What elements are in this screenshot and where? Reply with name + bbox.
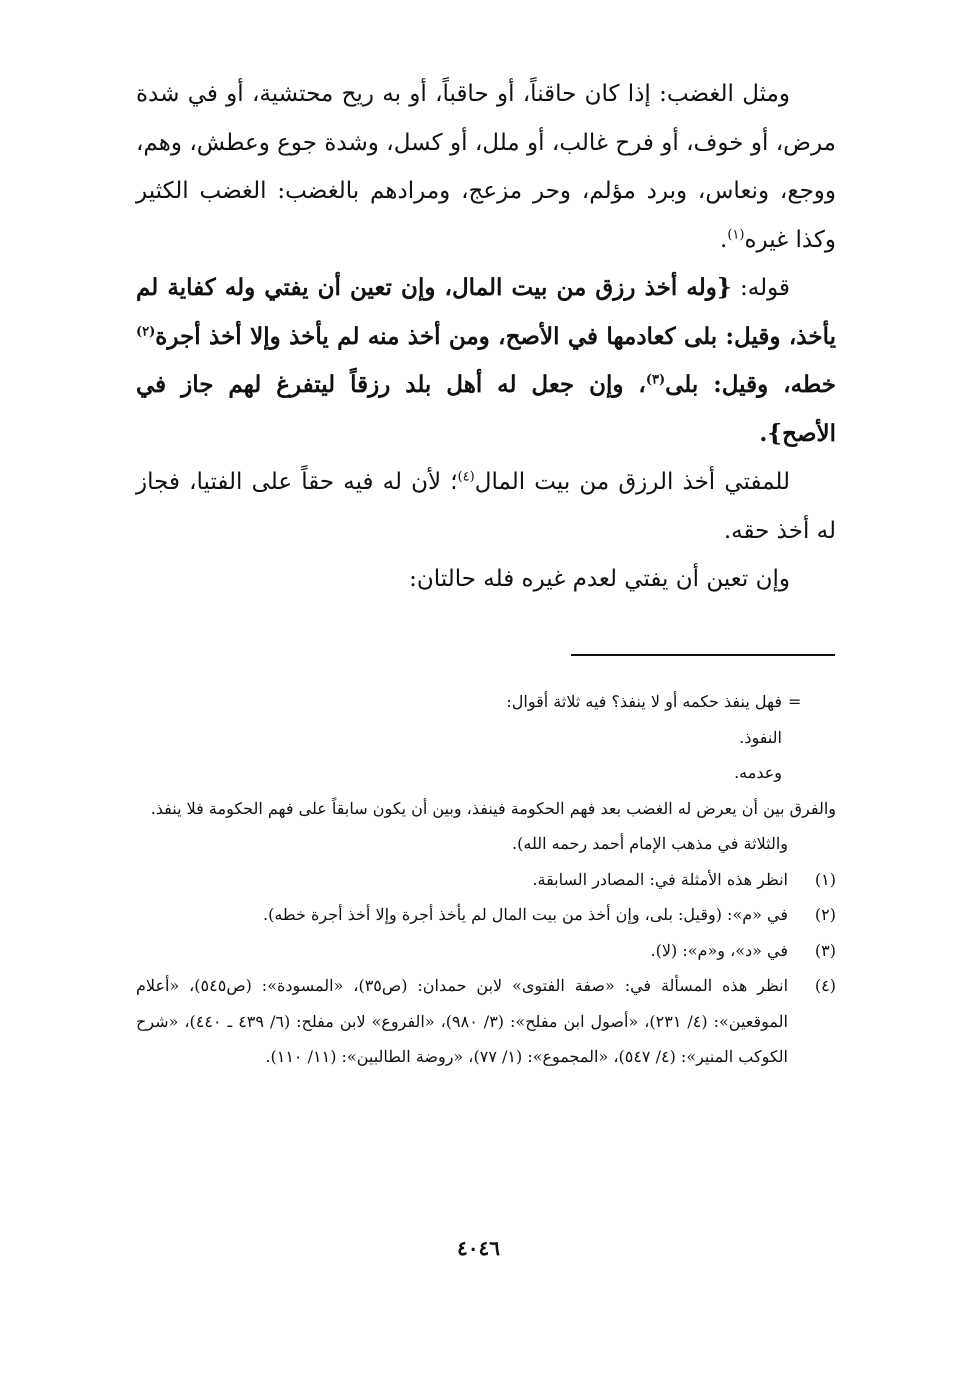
footnote-continuation bbox=[136, 684, 836, 791]
continuation-line: فهل ينفذ حكمه أو لا ينفذ؟ فيه ثلاثة أقوال: bbox=[506, 692, 782, 711]
footnote-item bbox=[136, 862, 836, 898]
footnote-item bbox=[136, 897, 836, 933]
footnote-ref-3: (٣) bbox=[645, 372, 666, 388]
footnote-text: في «م»: (وقيل: بلى، وإن أخذ من بيت المال لم يأخذ أجرة وإلا أخذ أجرة خطه). bbox=[262, 905, 788, 924]
paragraph-matn-quote: قوله: {وله أخذ رزق من بيت المال، وإن تعين أن يفتي وله كفاية لم يأخذ، وقيل: بلى كعادمها في الأصح، ومن أخذ منه لم يأخذ وإلا أخذ أجرة$^{(٢)}$ خطه، وقيل: بلى$^{(٣)}$، وإن جعل له أهل بلد رزقاً ليتفرغ لهم جاز في الأصح}. bbox=[136, 274, 836, 447]
footnote-number: (٢) bbox=[814, 905, 836, 924]
paragraph-mufti-rizq: للمفتي أخذ الرزق من بيت المال$^{(٤)}$؛ لأن له فيه حقاً على الفتيا، فجاز له أخذ حقه. bbox=[136, 469, 836, 544]
footnote-ref-4: (٤) bbox=[457, 469, 475, 485]
continuation-line: وعدمه. bbox=[734, 763, 782, 782]
paragraph-two-cases: وإن تعين أن يفتي لعدم غيره فله حالتان: bbox=[409, 566, 790, 592]
footnote-number: (١) bbox=[814, 869, 836, 889]
footnote-ref-1: (١) bbox=[727, 226, 745, 242]
footnote-item bbox=[136, 968, 836, 1075]
footnote-number: (٣) bbox=[814, 940, 836, 960]
main-text bbox=[136, 70, 836, 604]
footnote-text: انظر هذه الأمثلة في: المصادر السابقة. bbox=[532, 869, 788, 889]
matn-text-part2: خطه، وقيل: بلى bbox=[665, 371, 836, 398]
continuation-line: النفوذ. bbox=[739, 727, 782, 747]
footnotes-section bbox=[136, 684, 836, 1075]
footnote-item bbox=[136, 933, 836, 969]
paragraph-anger-conditions: ومثل الغضب: إذا كان حاقناً، أو حاقباً، أو به ريح محتشية، أو في شدة مرض، أو خوف، أو فرح غالب، أو ملل، أو كسل، وشدة جوع وعطش، وهم، ووجع، ونعاس، وبرد مؤلم، وحر مزعج، ومرادهم بالغضب: الغضب الكثير وكذا غيره$^{(١)}$. bbox=[136, 81, 836, 253]
footnote-text: في «د»، و«م»: (لا). bbox=[650, 940, 788, 960]
footnote-ref-2: (٢) bbox=[136, 323, 156, 339]
matn-text-part3: ، وإن جعل له أهل بلد رزقاً ليتفرغ لهم جاز في الأصح}. bbox=[136, 371, 836, 447]
footnote-separator bbox=[571, 654, 835, 656]
matn-text-part1: {وله أخذ رزق من بيت المال، وإن تعين أن يفتي وله كفاية لم يأخذ، وقيل: بلى كعادمها في الأصح، ومن أخذ منه لم يأخذ وإلا أخذ أجرة bbox=[136, 274, 836, 350]
continuation-marker: = bbox=[788, 692, 802, 711]
continuation-line: والثلاثة في مذهب الإمام أحمد رحمه الله). bbox=[512, 834, 788, 853]
footnote-number: (٤) bbox=[814, 976, 836, 995]
footnote-text: انظر هذه المسألة في: «صفة الفتوى» لابن حمدان: (ص٣٥)، «المسودة»: (ص٥٤٥)، «أعلام الموقعين»: (٤/ ٢٣١)، «أصول ابن مفلح»: (٣/ ٩٨٠)، «الفروع» لابن مفلح: (٦/ ٤٣٩ ـ ٤٤٠)، «شرح الكوكب المنير»: (٤/ ٥٤٧)، «المجموع»: (١/ ٧٧)، «روضة الطالبين»: (١١/ ١١٠). bbox=[136, 976, 789, 1066]
page-number: ٤٠٤٦ bbox=[457, 1236, 500, 1260]
continuation-line: والفرق بين أن يعرض له الغضب بعد فهم الحكومة فينفذ، وبين أن يكون سابقاً على فهم الحكومة فلا ينفذ. bbox=[150, 798, 836, 818]
